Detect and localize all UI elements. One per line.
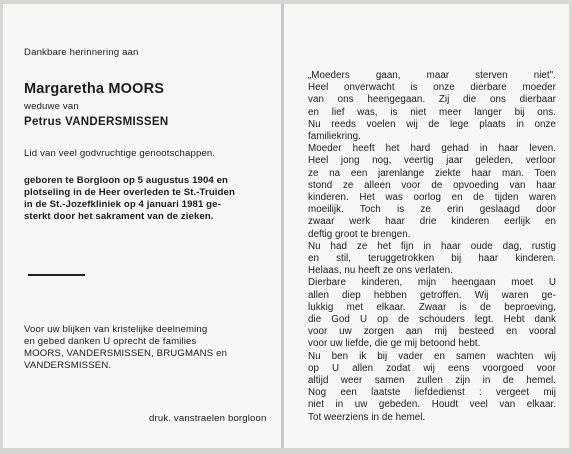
poem-line: op U allen zodat wij eens voorgoed voor (308, 362, 556, 374)
bio-line: plotseling in de Heer overleden te St.-Truiden (24, 187, 235, 198)
poem-line: en lief was, is niet meer langer bij ons. (308, 106, 556, 118)
poem-line: kinderen. Het was oorlog en de tijden waren (308, 192, 556, 204)
poem-line: en stil, teruggetrokken bij haar kinderen. (308, 253, 556, 265)
poem-line: Heel jong nog, veertig jaar geleden, verloor (308, 155, 556, 167)
poem-line: Nu had ze het fijn in haar oude dag, rustig (308, 240, 556, 252)
bio-line: sterkt door het sakrament van de zieken. (24, 211, 214, 222)
left-panel (3, 4, 281, 448)
spouse-name: Petrus VANDERSMISSEN (24, 116, 169, 128)
poem-line: „Moeders gaan, maar sterven niet". (308, 70, 556, 81)
relation-label: weduwe van (24, 101, 79, 112)
poem-line: voor uw liefde, die ge mij betoond hebt. (308, 338, 481, 350)
poem-line: niet in uw gebeden. Houdt veel van elkaar. (308, 399, 556, 411)
thanks-line: MOORS, VANDERSMISSEN, BRUGMANS en (24, 348, 228, 359)
poem-line: voor uw zorgen aan mij besteed en vooral (308, 326, 556, 338)
thanks-line: VANDERSMISSEN. (24, 360, 112, 371)
poem-line: die God U op de schouders legt. Hebt dank (308, 314, 556, 326)
poem-line: zwaar werk haar drie kinderen eerlijk en (308, 216, 556, 228)
poem-line: deftig groot te brengen. (308, 228, 411, 240)
poem-line: allen diep hebben getroffen. Wij waren ge- (308, 289, 556, 301)
bio-line: in de St.-Jozefkliniek op 4 januari 1981 ge- (24, 199, 221, 210)
poem-line: moeilijk. Toch is ze erin geslaagd door (308, 204, 556, 216)
poem-line: altijd weer samen zullen zijn in de hemel. (308, 375, 556, 387)
poem-line: familiekring. (308, 131, 361, 143)
thanks-line: en gebed danken U oprecht de families (24, 336, 197, 347)
thanks-line: Voor uw blijken van kristelijke deelneming (24, 324, 208, 335)
poem-line: stond ze alleen voor de opvoeding van haar (308, 179, 556, 191)
right-panel (284, 4, 569, 448)
poem-line: Nu ben ik bij vader en samen wachten wij (308, 350, 556, 362)
memorial-heading: Dankbare herinnering aan (24, 47, 139, 58)
poem-line: ze na een jarenlange ziekte haar man. Toen (308, 167, 556, 179)
poem-line: Moeder heeft het hard gehad in haar leven. (308, 143, 556, 155)
poem-line: Nu reeds voelen wij de lege plaats in onze (308, 118, 556, 130)
poem-line: Heel onverwacht is onze dierbare moeder (308, 82, 556, 94)
poem-line: lukkig met elkaar. Zwaar is de beproeving, (308, 301, 556, 313)
printer-credit: druk. vanstraelen borgloon (149, 413, 267, 424)
bio-line: geboren te Borgloon op 5 augustus 1904 en (24, 175, 228, 186)
memorial-text (308, 70, 556, 424)
deceased-name: Margaretha MOORS (24, 81, 165, 97)
membership-text: Lid van veel godvruchtige genootschappen. (24, 148, 216, 159)
poem-line: Helaas, nu heeft ze ons verlaten. (308, 265, 453, 277)
poem-line: Tot weerziens in de hemel. (308, 411, 426, 423)
poem-line: Dierbare kinderen, mijn heengaan moet U (308, 277, 556, 289)
divider-rule (28, 274, 85, 276)
poem-line: van ons heengegaan. Zij die ons dierbaar (308, 94, 556, 106)
poem-line: Nog een laatste liefdedienst : vergeet mij (308, 387, 556, 399)
